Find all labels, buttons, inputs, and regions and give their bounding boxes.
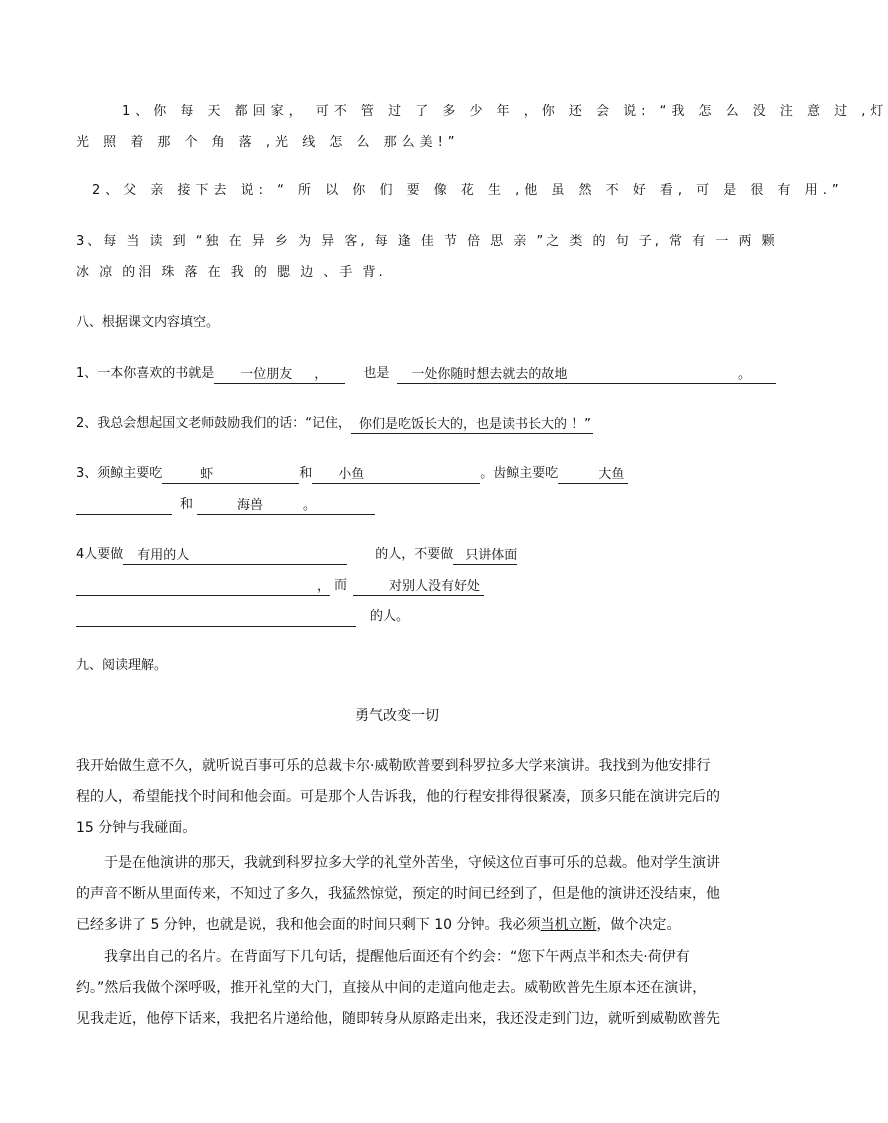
fill-q4-line-3 <box>76 607 409 627</box>
fill-q2-prefix: 2、我总会想起国文老师鼓励我们的话：“记住， <box>76 416 352 431</box>
fill-q4-answer-3 <box>353 577 484 596</box>
fill-q3-line-1 <box>76 464 628 484</box>
fill-q4-blank-continuation-2 <box>76 608 356 627</box>
fill-q3-mid: 。齿鲸主要吃 <box>480 466 559 481</box>
q7-3-text-a: 3、每 当 读 到 “独 在 异 乡 为 异 客, 每 逢 佳 节 倍 思 亲 ”之 类 的 句 子, 常 有 一 两 颗 <box>76 234 778 249</box>
fill-q3-answer-3 <box>558 465 628 484</box>
fill-q4-comma-segment <box>313 577 330 596</box>
fill-q1-comma: ， <box>314 367 328 382</box>
fill-q3-answer-1 <box>162 465 299 484</box>
reading-paragraph-2 <box>76 848 721 941</box>
fill-q3-answer-2-text: 小鱼 <box>338 467 365 482</box>
fill-q4-answer-2-text: 只讲体面 <box>465 548 518 563</box>
fill-q3-prefix: 3、须鲸主要吃 <box>76 466 163 481</box>
reading-p2-line-3 <box>76 910 721 941</box>
reading-underlined-term: 当机立断 <box>540 917 597 933</box>
fill-q3-answer-1-text: 虾 <box>200 467 214 482</box>
q7-3-line-2 <box>76 263 386 283</box>
fill-q3-line-2 <box>76 495 375 515</box>
reading-p1-line-1: 我开始做生意不久，就听说百事可乐的总裁卡尔·威勒欧普要到科罗拉多大学来演讲。我找到为他安排行 <box>76 758 711 774</box>
fill-q3-blank-continuation <box>76 496 172 515</box>
fill-q2-answer <box>351 415 593 434</box>
fill-q3-end: 。 <box>303 498 317 513</box>
fill-q2-answer-text: 你们是吃饭长大的，也是读书长大的 ！” <box>359 417 591 432</box>
reading-paragraph-1 <box>76 751 721 844</box>
q7-1-text-b: 光 照 着 那 个 角 落 ,光 线 怎 么 那么美!” <box>76 135 460 150</box>
fill-q4-er: 而 <box>334 578 348 593</box>
q7-2-line <box>92 181 844 201</box>
q7-3-line-1 <box>76 232 778 252</box>
q7-2-text: 2、父 亲 接下去 说: “ 所 以 你 们 要 像 花 生 ,他 虽 然 不 好 看, 可 是 很 有 用.” <box>92 183 844 198</box>
reading-p3-line-1: 我拿出自己的名片。在背面写下几句话，提醒他后面还有个约会：“您下午两点半和杰夫·荷伊有 <box>104 949 690 965</box>
fill-q1-prefix: 1、一本你喜欢的书就是 <box>76 366 215 381</box>
fill-q1-answer-2-text: 一处你随时想去就去的故地 <box>411 367 568 382</box>
fill-q3-answer-2 <box>312 465 480 484</box>
fill-q4-blank-continuation-1 <box>76 577 313 596</box>
fill-q3-and-1: 和 <box>299 466 313 481</box>
fill-q4-end: 的人。 <box>370 609 410 624</box>
fill-q3-answer-4-text: 海兽 <box>237 498 264 513</box>
reading-p2-line-2: 的声音不断从里面传来，不知过了多久，我猛然惊觉，预定的时间已经到了，但是他的演讲还没结束，他 <box>76 886 720 902</box>
reading-p2-end: ，做个决定。 <box>596 917 681 933</box>
fill-q2 <box>76 414 593 434</box>
reading-p2-line-1: 于是在他演讲的那天，我就到科罗拉多大学的礼堂外苦坐，守候这位百事可乐的总裁。他对学生演讲 <box>104 855 720 871</box>
section-9-heading: 九、阅读理解。 <box>76 658 168 673</box>
fill-q1-answer-1-text: 一位朋友 <box>240 367 293 382</box>
reading-p2-line-3-text: 已经多讲了 5 分钟，也就是说，我和他会面的时间只剩下 10 分钟。我必须 <box>76 917 541 933</box>
fill-q4-answer-1 <box>123 546 347 565</box>
fill-q4-comma: ， <box>317 579 331 594</box>
reading-p3-line-3: 见我走近，他停下话来，我把名片递给他，随即转身从原路走出来，我还没走到门边，就听到威勒欧普先 <box>76 1011 720 1027</box>
fill-q4-answer-2 <box>453 546 517 565</box>
fill-q3-answer-3-text: 大鱼 <box>598 467 625 482</box>
fill-q4-answer-1-text: 有用的人 <box>137 548 190 563</box>
q7-1-text-a: 1、你 每 天 都回家， 可不 管 过 了 多 少 年 ，你 还 会 说: “我 怎 么 没 注 意 过 ,灯 <box>122 104 888 119</box>
reading-p3-line-2: 约。”然后我做个深呼吸，推开礼堂的大门，直接从中间的走道向他走去。威勒欧普先生原本还在演讲， <box>76 980 707 996</box>
fill-q1-mid: 也是 <box>363 366 390 381</box>
fill-q1-answer-1 <box>214 365 345 384</box>
fill-q4-prefix: 4人要做 <box>76 547 124 562</box>
reading-p1-line-3: 15 分钟与我碰面。 <box>76 820 197 836</box>
reading-title: 勇气改变一切 <box>355 708 439 724</box>
fill-q1 <box>76 364 776 384</box>
fill-q1-answer-2 <box>397 365 776 384</box>
reading-p1-line-2: 程的人，希望能找个时间和他会面。可是那个人告诉我，他的行程安排得很紧凑，顶多只能在演讲完后的 <box>76 789 720 805</box>
q7-1-line-1 <box>122 102 888 122</box>
fill-q3-answer-4 <box>197 496 375 515</box>
fill-q4-answer-3-text: 对别人没有好处 <box>389 579 481 594</box>
fill-q3-and-2: 和 <box>180 497 194 512</box>
fill-q1-end: 。 <box>738 367 752 382</box>
section-8-heading: 八、根据课文内容填空。 <box>76 315 220 330</box>
fill-q4-line-2 <box>76 576 484 596</box>
fill-q4-mid: 的人，不要做 <box>375 547 454 562</box>
reading-paragraph-3 <box>76 942 721 1035</box>
q7-3-text-b: 冰 凉 的泪 珠 落 在 我 的 腮 边 、手 背. <box>76 265 386 280</box>
fill-q4-line-1 <box>76 545 517 565</box>
q7-1-line-2 <box>76 133 460 153</box>
